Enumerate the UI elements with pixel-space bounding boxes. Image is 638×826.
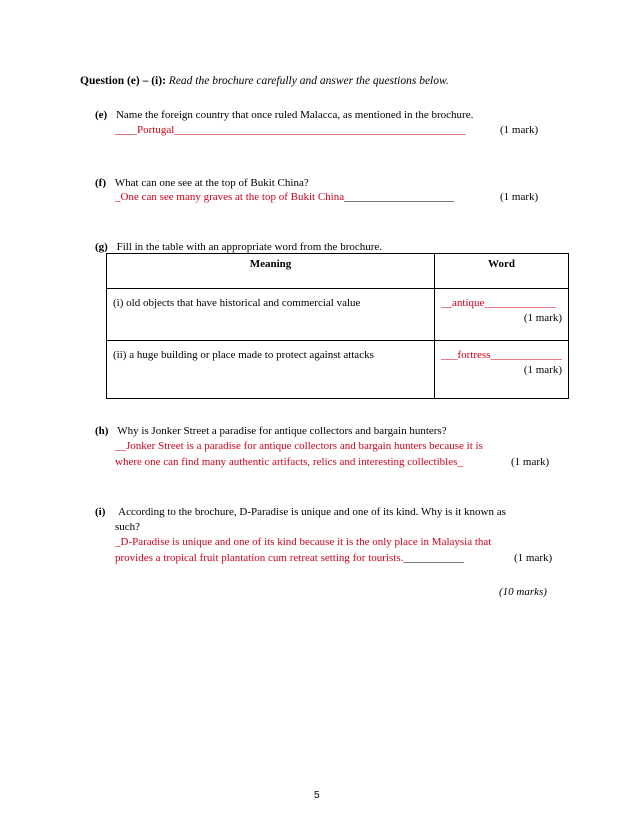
question-f [95, 176, 309, 191]
row2-word: ___fortress_____________ [441, 349, 562, 361]
mark-f [500, 190, 538, 205]
answer-f-blank: ____________________ [344, 191, 455, 203]
total-marks [499, 585, 547, 600]
row2-meaning: (ii) a huge building or place made to protect against attacks [107, 341, 435, 399]
heading-label: Question (e) – (i): [80, 75, 166, 87]
header-word: Word [435, 254, 569, 289]
mark-h-text: (1 mark) [511, 456, 550, 468]
row1-mark: (1 mark) [523, 312, 562, 324]
table-row [107, 341, 569, 399]
page-number: 5 [314, 790, 320, 801]
answer-f-text: _One can see many graves at the top of Bukit China [115, 191, 345, 203]
row2-word-cell [435, 341, 569, 399]
heading-instruction: Read the brochure carefully and answer the questions below. [168, 75, 449, 87]
mark-i-text: (1 mark) [514, 552, 553, 564]
answer-e [115, 123, 466, 138]
mark-e [500, 123, 538, 138]
table-row [107, 289, 569, 341]
row1-meaning: (i) old objects that have historical and commercial value [107, 289, 435, 341]
question-e-label: (e) [95, 109, 108, 121]
section-heading [80, 75, 449, 87]
question-f-label: (f) [95, 177, 106, 189]
answer-i-line1-text: _D-Paradise is unique and one of its kind because it is the only place in Malaysia that [115, 536, 492, 548]
answer-e-text: ____Portugal_____________________________________________________ [115, 124, 466, 136]
vocabulary-table [106, 253, 569, 399]
question-h-label: (h) [95, 425, 109, 437]
question-g-label: (g) [95, 241, 108, 253]
question-h [95, 424, 447, 439]
question-f-text: What can one see at the top of Bukit China? [114, 177, 309, 189]
answer-h-line1 [115, 439, 483, 454]
question-e-text: Name the foreign country that once ruled Malacca, as mentioned in the brochure. [115, 109, 474, 121]
answer-h-line2 [115, 455, 463, 470]
answer-h-line2-text: where one can find many authentic artifacts, relics and interesting collectibles_ [115, 456, 463, 468]
row1-word-cell [435, 289, 569, 341]
question-i-text-line2: such? [115, 521, 141, 533]
total-marks-text: (10 marks) [499, 586, 547, 598]
mark-f-text: (1 mark) [500, 191, 539, 203]
mark-h [511, 455, 549, 470]
answer-f [115, 190, 454, 205]
mark-i [514, 551, 552, 566]
question-i-line2 [115, 520, 140, 535]
question-i-text-line1: According to the brochure, D-Paradise is unique and one of its kind. Why is it known as [118, 506, 506, 518]
answer-i-line2-text: provides a tropical fruit plantation cum retreat setting for tourists. [115, 552, 404, 564]
question-i-label: (i) [95, 506, 106, 518]
answer-i-line1 [115, 535, 491, 550]
row1-word: __antique_____________ [441, 297, 556, 309]
header-meaning: Meaning [107, 254, 435, 289]
row2-mark: (1 mark) [523, 364, 562, 376]
answer-h-line1-text: __Jonker Street is a paradise for antique collectors and bargain hunters because it is [115, 440, 483, 452]
table-header-row [107, 254, 569, 289]
question-h-text: Why is Jonker Street a paradise for antique collectors and bargain hunters? [117, 425, 447, 437]
question-i [95, 505, 506, 520]
answer-i-blank: ___________ [403, 552, 464, 564]
question-e [95, 108, 473, 123]
mark-e-text: (1 mark) [500, 124, 539, 136]
question-g-text: Fill in the table with an appropriate word from the brochure. [116, 241, 383, 253]
answer-i-line2 [115, 551, 464, 566]
